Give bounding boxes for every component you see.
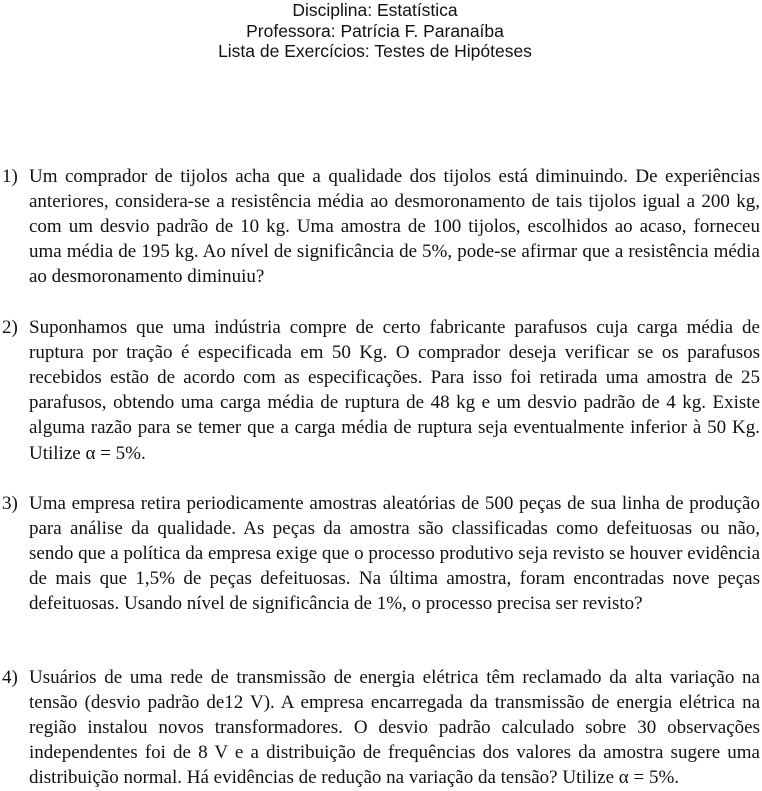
exercise-text: Um comprador de tijolos acha que a qualidade dos tijolos está diminuindo. De experiências anteriores, considera-se a resistência média ao desmoronamento de tais tijolos igual a 200 kg, com um desvio padrão de 10 kg. Uma amostra de 100 tijolos, escolhidos ao acaso, forneceu uma média de 195 kg. Ao nível de significância de 5%, pode-se afirmar que a resistência média ao desmoronamento diminuiu? xyxy=(29,165,760,288)
course-title: Disciplina: Estatística xyxy=(292,0,458,20)
exercise-text: Suponhamos que uma indústria compre de certo fabricante parafusos cuja carga média de ruptura por tração é especificada em 50 Kg. O comprador deseja verificar se os parafusos recebidos estão de acordo com as especificações. Para isso foi retirada uma amostra de 25 parafusos, obtendo uma carga média de ruptura de 48 kg e um desvio padrão de 4 kg. Existe alguma razão para se temer que a carga média de ruptura seja eventualmente inferior à 50 Kg. Utilize α = 5%. xyxy=(29,316,760,464)
list-title: Lista de Exercícios: Testes de Hipóteses xyxy=(218,41,532,61)
exercise-number: 4) xyxy=(2,666,18,688)
document-header xyxy=(0,0,750,62)
exercise-text: Usuários de uma rede de transmissão de energia elétrica têm reclamado da alta variação na tensão (desvio padrão de12 V). A empresa encarregada da transmissão de energia elétrica na região instalou novos transformadores. O desvio padrão calculado sobre 30 observações independentes foi de 8 V e a distribuição de frequências dos valores da amostra sugere uma distribuição normal. Há evidências de redução na variação da tensão? Utilize α = 5%. xyxy=(29,666,760,789)
exercise-number: 3) xyxy=(2,492,18,514)
professor-name: Professora: Patrícia F. Paranaíba xyxy=(246,20,504,41)
exercise-text: Uma empresa retira periodicamente amostras aleatórias de 500 peças de sua linha de produção para análise da qualidade. As peças da amostra são classificadas como defeituosas ou não, sendo que a política da empresa exige que o processo produtivo seja revisto se houver evidência de mais que 1,5% de peças defeituosas. Na última amostra, foram encontradas nove peças defeituosas. Usando nível de significância de 1%, o processo precisa ser revisto? xyxy=(29,492,760,615)
exercise-number: 1) xyxy=(2,165,18,187)
exercise-number: 2) xyxy=(2,316,18,338)
